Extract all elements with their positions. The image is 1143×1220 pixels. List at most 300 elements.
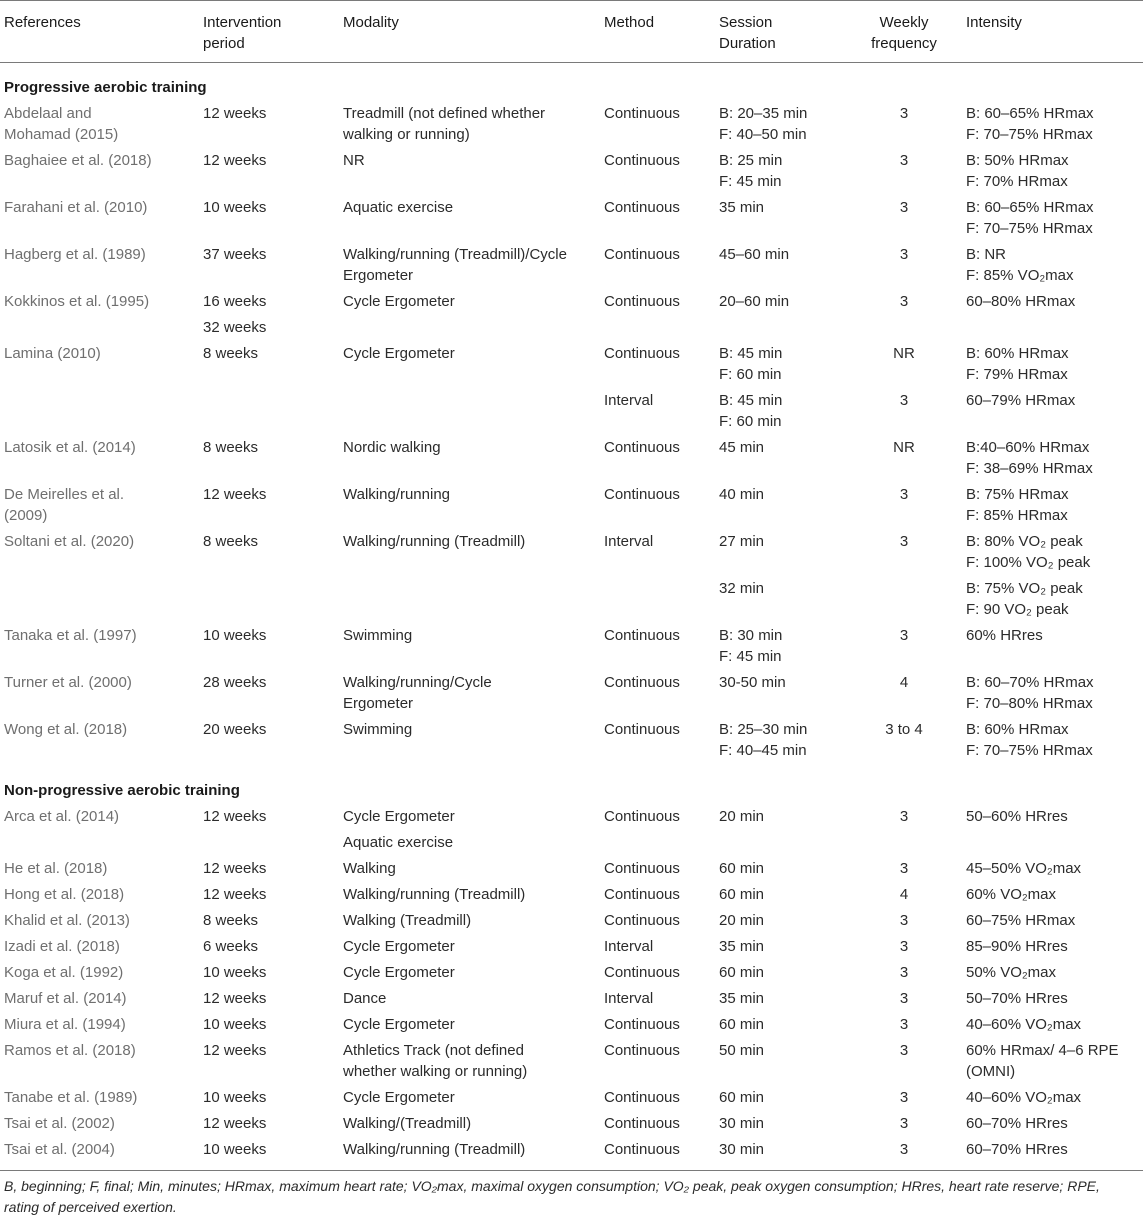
reference-cell [0,437,199,484]
method-cell [600,244,715,291]
period-cell [199,1113,339,1139]
duration-cell [715,103,842,150]
intensity-cell [962,858,1143,884]
cell-text: Izadi et al. (2018) [4,938,120,955]
header-text: Weekly [879,14,929,31]
duration-cell [715,578,842,625]
cell-text: 8 weeks [203,439,259,456]
reference-cell [0,150,199,197]
reference-cell [0,1014,199,1040]
cell-text: 16 weeks [203,293,267,310]
cell-text: Koga et al. (1992) [4,964,124,981]
period-cell [199,244,339,291]
cell-text: 3 [899,392,909,409]
cell-text: Arca et al. (2014) [4,808,120,825]
reference-cell [0,884,199,910]
frequency-cell [842,1087,962,1113]
cell-text: Tsai et al. (2004) [4,1141,115,1158]
reference-cell [0,910,199,936]
cell-text: Continuous [604,105,680,122]
cell-text: 60 min [719,860,765,877]
header-text: Session [719,14,773,31]
cell-text: 30 min [719,1141,765,1158]
cell-text: 3 to 4 [885,721,923,738]
cell-text: Soltani et al. (2020) [4,533,135,550]
duration-cell [715,1113,842,1139]
intensity-cell [962,672,1143,719]
header-row [0,1,1143,63]
cell-text: 32 min [719,580,765,597]
cell-text: Tanaka et al. (1997) [4,627,137,644]
intensity-cell [962,343,1143,390]
cell-text: 20 weeks [203,721,267,738]
cell-text: 60% VO₂max [966,886,1057,903]
reference-cell [0,197,199,244]
table-row [0,858,1143,884]
cell-text: 3 [899,293,909,310]
cell-text: Continuous [604,293,680,310]
period-cell [199,437,339,484]
cell-text: 3 [899,964,909,981]
header-intervention-period [199,1,339,63]
frequency-cell [842,244,962,291]
cell-text: Ergometer [343,267,414,284]
duration-cell [715,988,842,1014]
cell-text: Continuous [604,721,680,738]
intensity-cell [962,197,1143,244]
cell-text: Aquatic exercise [343,834,454,851]
cell-text: 60 min [719,1089,765,1106]
method-cell [600,988,715,1014]
reference-cell [0,936,199,962]
reference-cell [0,343,199,390]
intensity-cell [962,884,1143,910]
duration-cell [715,291,842,343]
cell-text: Continuous [604,1141,680,1158]
cell-text: Walking [343,860,396,877]
cell-text: Continuous [604,152,680,169]
cell-text: Wong et al. (2018) [4,721,128,738]
cell-text: F: 85% HRmax [966,507,1068,524]
period-cell [199,150,339,197]
duration-cell [715,962,842,988]
modality-cell [339,936,600,962]
period-cell [199,884,339,910]
header-text: Duration [719,35,776,52]
cell-text: 3 [899,912,909,929]
cell-text: Walking/(Treadmill) [343,1115,472,1132]
cell-text: 8 weeks [203,533,259,550]
cell-text: 10 weeks [203,1016,267,1033]
cell-text: 50–70% HRres [966,990,1068,1007]
cell-text: 35 min [719,199,765,216]
table-row [0,531,1143,578]
header-session-duration [715,1,842,63]
frequency-cell [842,578,962,625]
cell-text: F: 38–69% HRmax [966,460,1093,477]
cell-text: Continuous [604,860,680,877]
cell-text: 3 [899,1016,909,1033]
reference-cell [0,988,199,1014]
cell-text: F: 40–50 min [719,126,807,143]
cell-text: Continuous [604,912,680,929]
cell-text: 3 [899,808,909,825]
period-cell [199,625,339,672]
cell-text: 10 weeks [203,627,267,644]
cell-text: 3 [899,199,909,216]
cell-text: whether walking or running) [343,1063,528,1080]
header-intensity [962,1,1143,63]
intensity-cell [962,1040,1143,1087]
cell-text: 50–60% HRres [966,808,1068,825]
cell-text: Cycle Ergometer [343,293,455,310]
section-header-row [0,63,1143,104]
period-cell [199,936,339,962]
modality-cell [339,484,600,531]
period-cell [199,988,339,1014]
frequency-cell [842,390,962,437]
method-cell [600,103,715,150]
frequency-cell [842,437,962,484]
table-row [0,719,1143,766]
frequency-cell [842,343,962,390]
method-cell [600,806,715,858]
reference-cell [0,390,199,437]
cell-text: NR [343,152,365,169]
method-cell [600,197,715,244]
cell-text: 35 min [719,938,765,955]
cell-text: Kokkinos et al. (1995) [4,293,150,310]
cell-text: Walking/running (Treadmill) [343,886,526,903]
cell-text: Continuous [604,439,680,456]
cell-text: Maruf et al. (2014) [4,990,127,1007]
cell-text: 10 weeks [203,1089,267,1106]
cell-text: Cycle Ergometer [343,345,455,362]
table-footnote: B, beginning; F, final; Min, minutes; HRmax, maximum heart rate; VO₂max, maximal oxygen consumption; VO₂ peak, peak oxygen consumption; HRres, heart rate reserve; RPE, rating of perceived exertion. [4,1178,1100,1215]
cell-text: Khalid et al. (2013) [4,912,130,929]
method-cell [600,1087,715,1113]
cell-text: 3 [899,246,909,263]
frequency-cell [842,1139,962,1171]
method-cell [600,1014,715,1040]
cell-text: 10 weeks [203,199,267,216]
cell-text: 85–90% HRres [966,938,1068,955]
cell-text: 3 [899,152,909,169]
method-cell [600,390,715,437]
period-cell [199,672,339,719]
header-text: Intensity [966,14,1022,31]
reference-cell [0,531,199,578]
cell-text: De Meirelles et al. [4,486,125,503]
cell-text: 45 min [719,439,765,456]
method-cell [600,150,715,197]
modality-cell [339,150,600,197]
cell-text: 3 [899,990,909,1007]
cell-text: 37 weeks [203,246,267,263]
modality-cell [339,719,600,766]
frequency-cell [842,197,962,244]
cell-text: Walking/running (Treadmill) [343,533,526,550]
cell-text: 6 weeks [203,938,259,955]
cell-text: B: 80% VO₂ peak [966,533,1083,550]
frequency-cell [842,150,962,197]
duration-cell [715,1139,842,1171]
table-row [0,806,1143,858]
header-text: Method [604,14,655,31]
duration-cell [715,531,842,578]
cell-text: B: 60% HRmax [966,721,1069,738]
reference-cell [0,806,199,858]
table-row [0,884,1143,910]
reference-cell [0,578,199,625]
cell-text: 60 min [719,1016,765,1033]
intensity-cell [962,390,1143,437]
cell-text: 35 min [719,990,765,1007]
cell-text: Continuous [604,345,680,362]
cell-text: Dance [343,990,387,1007]
intensity-cell [962,103,1143,150]
table-row [0,962,1143,988]
cell-text: 4 [899,674,909,691]
modality-cell [339,103,600,150]
modality-cell [339,1113,600,1139]
cell-text: Lamina (2010) [4,345,101,362]
period-cell [199,719,339,766]
cell-text: 3 [899,938,909,955]
method-cell [600,291,715,343]
duration-cell [715,806,842,858]
cell-text: B: 50% HRmax [966,152,1069,169]
cell-text: Walking/running/Cycle [343,674,492,691]
cell-text: Cycle Ergometer [343,1089,455,1106]
cell-text: 30-50 min [719,674,786,691]
cell-text: Walking/running (Treadmill)/Cycle [343,246,567,263]
intensity-cell [962,1014,1143,1040]
cell-text: 8 weeks [203,912,259,929]
cell-text: Walking/running (Treadmill) [343,1141,526,1158]
cell-text: NR [893,345,915,362]
cell-text: Ramos et al. (2018) [4,1042,136,1059]
duration-cell [715,1087,842,1113]
reference-cell [0,1139,199,1171]
modality-cell [339,1014,600,1040]
cell-text: Continuous [604,246,680,263]
method-cell [600,672,715,719]
table-row [0,1087,1143,1113]
cell-text: 4 [899,886,909,903]
cell-text: B: 45 min [719,392,783,409]
cell-text: Baghaiee et al. (2018) [4,152,152,169]
period-cell [199,858,339,884]
method-cell [600,531,715,578]
cell-text: B: 45 min [719,345,783,362]
reference-cell [0,962,199,988]
frequency-cell [842,1014,962,1040]
cell-text: Continuous [604,674,680,691]
cell-text: F: 100% VO₂ peak [966,554,1091,571]
cell-text: B: 60–65% HRmax [966,199,1094,216]
intensity-cell [962,806,1143,858]
period-cell [199,1139,339,1171]
cell-text: 50 min [719,1042,765,1059]
header-method [600,1,715,63]
cell-text: 60 min [719,886,765,903]
cell-text: Cycle Ergometer [343,1016,455,1033]
reference-cell [0,858,199,884]
cell-text: 45–50% VO₂max [966,860,1082,877]
cell-text: Walking (Treadmill) [343,912,472,929]
cell-text: 20–60 min [719,293,790,310]
cell-text: F: 79% HRmax [966,366,1068,383]
reference-cell [0,719,199,766]
frequency-cell [842,672,962,719]
cell-text: Hagberg et al. (1989) [4,246,146,263]
header-text: Modality [343,14,399,31]
cell-text: 3 [899,533,909,550]
period-cell [199,962,339,988]
cell-text: Athletics Track (not defined [343,1042,524,1059]
cell-text: 12 weeks [203,886,267,903]
cell-text: Continuous [604,1016,680,1033]
cell-text: Interval [604,392,654,409]
intensity-cell [962,1087,1143,1113]
table-row [0,910,1143,936]
cell-text: 60 min [719,964,765,981]
duration-cell [715,1040,842,1087]
cell-text: F: 90 VO₂ peak [966,601,1069,618]
cell-text: Swimming [343,721,413,738]
cell-text: B: 75% HRmax [966,486,1069,503]
method-cell [600,578,715,625]
duration-cell [715,1014,842,1040]
cell-text: B: 25 min [719,152,783,169]
frequency-cell [842,910,962,936]
period-cell [199,910,339,936]
method-cell [600,343,715,390]
cell-text: 60% HRmax/ 4–6 RPE [966,1042,1119,1059]
period-cell [199,291,339,343]
cell-text: B:40–60% HRmax [966,439,1090,456]
modality-cell [339,806,600,858]
table-body [0,63,1143,1171]
cell-text: NR [893,439,915,456]
frequency-cell [842,884,962,910]
table-row [0,1139,1143,1171]
frequency-cell [842,936,962,962]
cell-text: Aquatic exercise [343,199,454,216]
header-text: Intervention [203,14,282,31]
cell-text: Swimming [343,627,413,644]
duration-cell [715,150,842,197]
method-cell [600,625,715,672]
cell-text: Continuous [604,1042,680,1059]
cell-text: Continuous [604,199,680,216]
intensity-cell [962,437,1143,484]
period-cell [199,390,339,437]
cell-text: 8 weeks [203,345,259,362]
table-row [0,291,1143,343]
modality-cell [339,988,600,1014]
frequency-cell [842,484,962,531]
intensity-cell [962,291,1143,343]
frequency-cell [842,962,962,988]
cell-text: Abdelaal and [4,105,92,122]
table-row [0,1014,1143,1040]
cell-text: 45–60 min [719,246,790,263]
cell-text: B: NR [966,246,1007,263]
cell-text: 27 min [719,533,765,550]
header-text: frequency [871,35,937,52]
cell-text: 10 weeks [203,1141,267,1158]
method-cell [600,936,715,962]
cell-text: Interval [604,533,654,550]
header-text: period [203,35,245,52]
cell-text: 60% HRres [966,627,1043,644]
cell-text: Nordic walking [343,439,441,456]
section-header-row [0,766,1143,806]
modality-cell [339,962,600,988]
modality-cell [339,1139,600,1171]
cell-text: 60–75% HRmax [966,912,1076,929]
cell-text: F: 40–45 min [719,742,807,759]
cell-text: Miura et al. (1994) [4,1016,126,1033]
reference-cell [0,103,199,150]
intensity-cell [962,962,1143,988]
cell-text: 60–79% HRmax [966,392,1076,409]
cell-text: Treadmill (not defined whether [343,105,546,122]
cell-text: 3 [899,627,909,644]
reference-cell [0,244,199,291]
modality-cell [339,531,600,578]
intensity-cell [962,578,1143,625]
intensity-cell [962,625,1143,672]
modality-cell [339,197,600,244]
method-cell [600,484,715,531]
period-cell [199,103,339,150]
table-row [0,578,1143,625]
cell-text: Continuous [604,964,680,981]
table-row [0,936,1143,962]
cell-text: B: 60% HRmax [966,345,1069,362]
header-weekly-frequency [842,1,962,63]
cell-text: 3 [899,1141,909,1158]
cell-text: 20 min [719,808,765,825]
frequency-cell [842,291,962,343]
intensity-cell [962,484,1143,531]
cell-text: F: 70–80% HRmax [966,695,1093,712]
table-row [0,244,1143,291]
cell-text: 12 weeks [203,486,267,503]
intensity-cell [962,1113,1143,1139]
frequency-cell [842,858,962,884]
cell-text: F: 70–75% HRmax [966,220,1093,237]
modality-cell [339,625,600,672]
cell-text: 10 weeks [203,964,267,981]
modality-cell [339,578,600,625]
cell-text: F: 60 min [719,413,782,430]
table-row [0,1113,1143,1139]
table-row [0,1040,1143,1087]
header-text: References [4,14,81,31]
frequency-cell [842,103,962,150]
method-cell [600,858,715,884]
intensity-cell [962,244,1143,291]
intensity-cell [962,531,1143,578]
cell-text: 40 min [719,486,765,503]
cell-text: 20 min [719,912,765,929]
method-cell [600,884,715,910]
method-cell [600,719,715,766]
